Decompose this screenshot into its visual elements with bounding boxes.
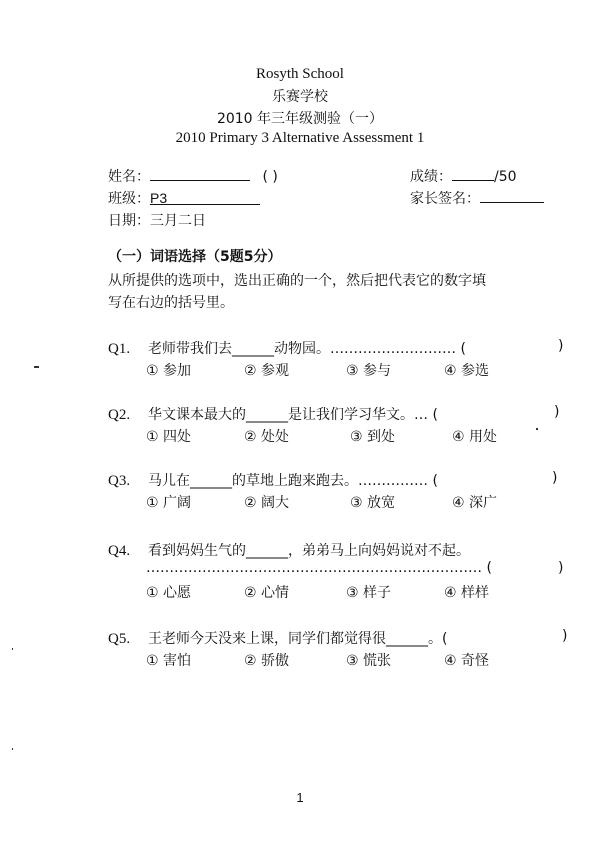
register-number-paren: ( ) — [262, 169, 278, 185]
option-3: ③ 样子 — [346, 585, 392, 601]
question-4 — [108, 540, 470, 560]
school-name-zh: 乐赛学校 — [272, 89, 328, 105]
page-number: 1 — [296, 790, 304, 805]
option-4: ④ 样样 — [444, 585, 490, 601]
question-3 — [108, 470, 438, 490]
parent-signature-row — [410, 188, 544, 208]
section-instruction-line2: 写在右边的括号里。 — [108, 295, 234, 311]
score-row — [410, 166, 517, 186]
answer-close-paren[interactable]: ) — [552, 470, 558, 486]
question-1 — [108, 338, 466, 358]
question-number: Q1. — [108, 341, 131, 357]
option-2: ② 参观 — [244, 363, 290, 379]
scan-speck — [12, 648, 13, 650]
class-label: 班级： — [108, 191, 150, 207]
question-text: 华文课本最大的______是让我们学习华文。… ( — [148, 407, 438, 423]
option-3: ③ 慌张 — [346, 653, 392, 669]
question-1-options — [146, 360, 489, 380]
score-label: 成绩： — [410, 169, 452, 185]
question-number: Q4. — [108, 543, 131, 559]
question-text: 老师带我们去______动物园。……………………… ( — [148, 341, 466, 357]
question-4-options — [146, 582, 489, 602]
name-label: 姓名： — [108, 169, 150, 185]
option-3: ③ 到处 — [350, 429, 396, 445]
exam-title-zh: 2010 年三年级测验（一） — [216, 111, 384, 127]
scan-speck — [536, 428, 538, 430]
question-text: 马儿在______的草地上跑来跑去。…………… ( — [148, 473, 438, 489]
question-text: 王老师今天没来上课，同学们都觉得很______。( — [148, 631, 448, 647]
option-2: ② 处处 — [244, 429, 290, 445]
option-3: ③ 参与 — [346, 363, 392, 379]
option-4: ④ 奇怪 — [444, 653, 490, 669]
option-1: ① 四处 — [146, 429, 192, 445]
question-number: Q2. — [108, 407, 131, 423]
parent-signature-field[interactable] — [480, 188, 544, 203]
option-2: ② 阔大 — [244, 495, 290, 511]
option-2: ② 心情 — [244, 585, 290, 601]
option-1: ① 心愿 — [146, 585, 192, 601]
question-5 — [108, 628, 447, 648]
score-total: /50 — [494, 169, 517, 185]
name-field[interactable] — [150, 166, 250, 181]
date-row — [108, 210, 206, 230]
answer-close-paren[interactable]: ) — [558, 560, 564, 576]
date-label: 日期： — [108, 213, 150, 229]
question-2-options — [146, 426, 497, 446]
question-number: Q3. — [108, 473, 131, 489]
question-text: 看到妈妈生气的______，弟弟马上向妈妈说对不起。 — [148, 543, 470, 559]
date-value: 三月二日 — [150, 213, 206, 229]
answer-close-paren[interactable]: ) — [562, 628, 568, 644]
class-row — [108, 188, 260, 208]
option-4: ④ 用处 — [452, 429, 498, 445]
score-field[interactable] — [452, 166, 494, 181]
question-4-line2: ……………………………………………………………… ( — [146, 560, 492, 576]
option-4: ④ 深广 — [452, 495, 498, 511]
question-number: Q5. — [108, 631, 131, 647]
option-3: ③ 放宽 — [350, 495, 396, 511]
scan-speck — [34, 366, 39, 368]
question-2 — [108, 404, 438, 424]
section-title: （一）词语选择（5题5分） — [108, 249, 282, 265]
option-4: ④ 参选 — [444, 363, 490, 379]
class-field[interactable]: P3 — [150, 190, 260, 205]
answer-close-paren[interactable]: ) — [558, 338, 564, 354]
option-2: ② 骄傲 — [244, 653, 290, 669]
exam-title-en: 2010 Primary 3 Alternative Assessment 1 — [175, 130, 425, 146]
option-1: ① 参加 — [146, 363, 192, 379]
name-row — [108, 166, 278, 186]
scan-speck — [12, 748, 13, 750]
section-instruction-line1: 从所提供的选项中，选出正确的一个，然后把代表它的数字填 — [108, 273, 486, 289]
answer-close-paren[interactable]: ) — [554, 404, 560, 420]
question-3-options — [146, 492, 497, 512]
option-1: ① 广阔 — [146, 495, 192, 511]
parent-signature-label: 家长签名： — [410, 191, 480, 207]
question-5-options — [146, 650, 489, 670]
option-1: ① 害怕 — [146, 653, 192, 669]
school-name-en: Rosyth School — [256, 66, 344, 82]
